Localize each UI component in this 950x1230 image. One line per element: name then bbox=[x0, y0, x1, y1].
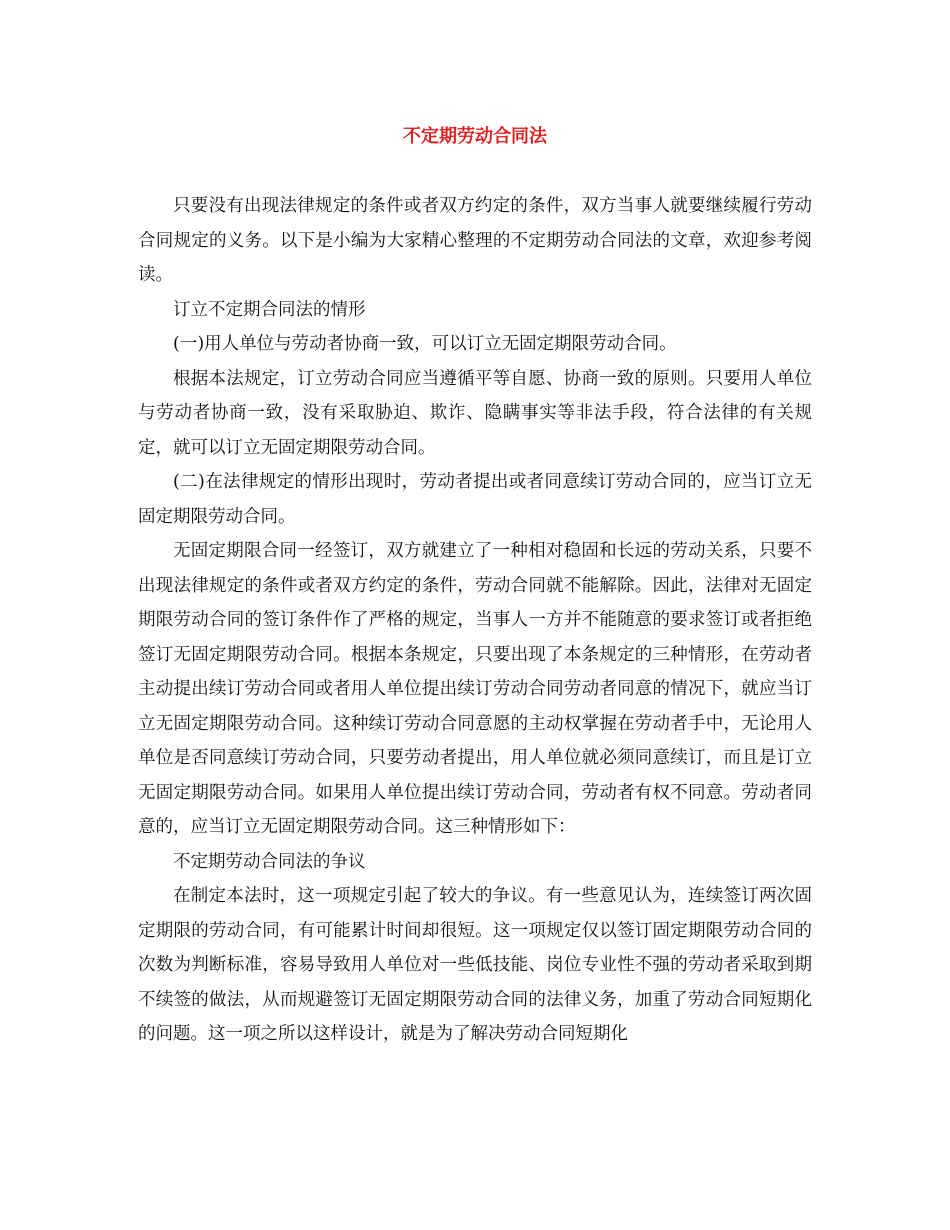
section-heading-dispute: 不定期劳动合同法的争议 bbox=[173, 851, 366, 872]
paragraph-item-two-detail: 无固定期限合同一经签订，双方就建立了一种相对稳固和长远的劳动关系，只要不出现法律规定的条件或者双方约定的条件，劳动合同就不能解除。因此，法律对无固定期限劳动合同的签订条件作了严格的规定，当事人一方并不能随意的要求签订或者拒绝签订无固定期限劳动合同。根据本条规定，只要出现了本条规定的三种情形，在劳动者主动提出续订劳动合同或者用人单位提出续订劳动合同劳动者同意的情况下，就应当订立无固定期限劳动合同。这种续订劳动合同意愿的主动权掌握在劳动者手中，无论用人单位是否同意续订劳动合同，只要劳动者提出，用人单位就必须同意续订，而且是订立无固定期限劳动合同。如果用人单位提出续订劳动合同，劳动者有权不同意。劳动者同意的，应当订立无固定期限劳动合同。这三种情形如下： bbox=[138, 541, 812, 837]
paragraph-item-one: (一)用人单位与劳动者协商一致，可以订立无固定期限劳动合同。 bbox=[173, 334, 677, 354]
paragraph-intro: 只要没有出现法律规定的条件或者双方约定的条件，双方当事人就要继续履行劳动合同规定的义务。以下是小编为大家精心整理的不定期劳动合同法的文章，欢迎参考阅读。 bbox=[138, 196, 812, 285]
document-title: 不定期劳动合同法 bbox=[403, 126, 547, 147]
section-heading-circumstances: 订立不定期合同法的情形 bbox=[173, 299, 366, 320]
paragraph-dispute-detail: 在制定本法时，这一项规定引起了较大的争议。有一些意见认为，连续签订两次固定期限的劳动合同，有可能累计时间却很短。这一项规定仅以签订固定期限劳动合同的次数为判断标准，容易导致用人单位对一些低技能、岗位专业性不强的劳动者采取到期不续签的做法，从而规避签订无固定期限劳动合同的法律义务，加重了劳动合同短期化的问题。这一项之所以这样设计，就是为了解决劳动合同短期化 bbox=[138, 886, 812, 1044]
document-body bbox=[138, 189, 812, 1052]
paragraph-item-two: (二)在法律规定的情形出现时，劳动者提出或者同意续订劳动合同的，应当订立无固定期限劳动合同。 bbox=[138, 472, 812, 527]
paragraph-item-one-detail: 根据本法规定，订立劳动合同应当遵循平等自愿、协商一致的原则。只要用人单位与劳动者协商一致，没有采取胁迫、欺诈、隐瞒事实等非法手段，符合法律的有关规定，就可以订立无固定期限劳动合同。 bbox=[138, 368, 812, 458]
